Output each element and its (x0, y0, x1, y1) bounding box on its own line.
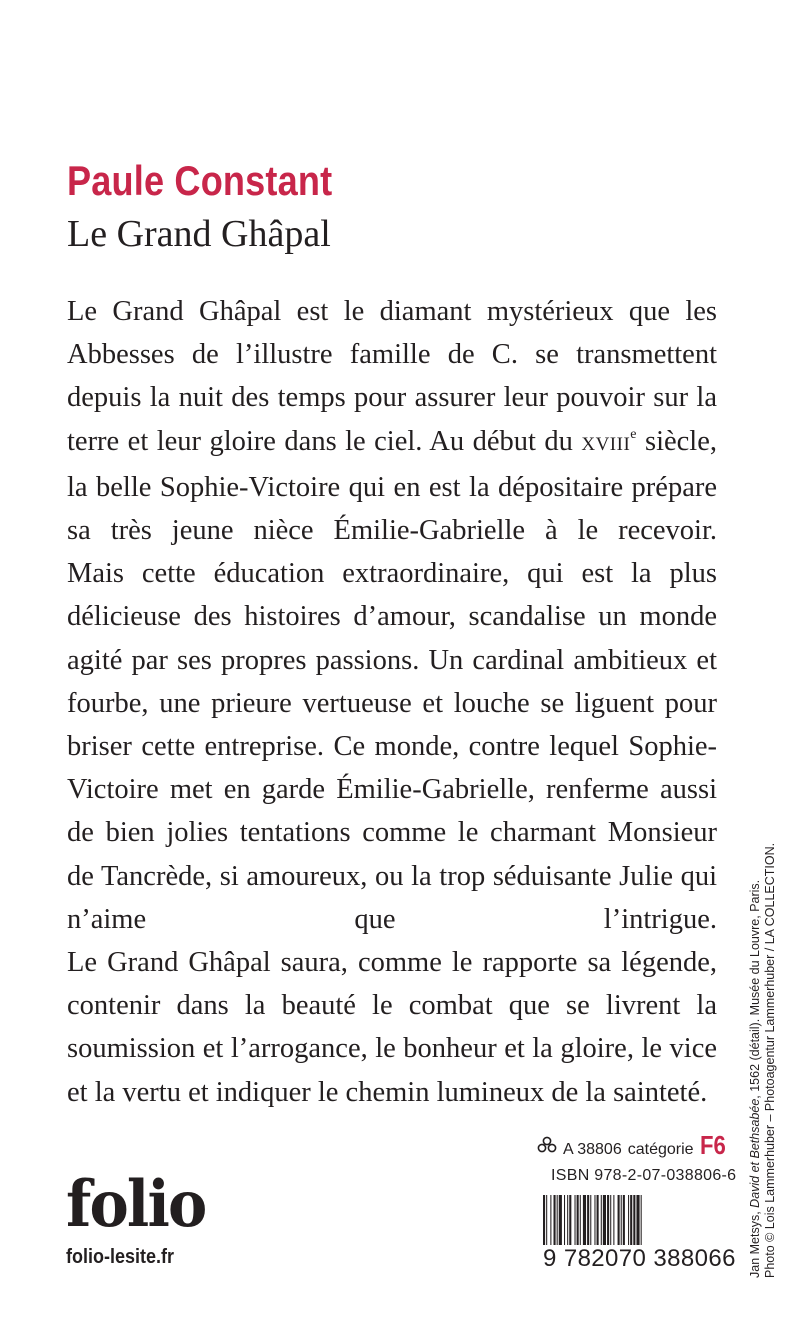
credit-artist: Jan Metsys, (748, 1207, 762, 1278)
blurb-text: Le Grand Ghâpal est le diamant mystérieux que les Abbesses de l’illustre famille de C. se transmettent depuis la nuit des temps pour assurer leur pouvoir sur la terre et leur gloire dans le ciel. Au début du (67, 296, 717, 457)
category-code: F6 (699, 1130, 726, 1160)
blurb-paragraph-3: Le Grand Ghâpal saura, comme le rapporte sa légende, contenir dans la beauté le combat que se livrent la soumission et l’arrogance, le bonheur et la gloire, le vice et la vertu et indiquer le chemin lumineux de la sainteté. (67, 947, 717, 1108)
blurb-paragraph-1 (67, 290, 717, 552)
century-superscript: e (630, 426, 637, 442)
credit-artwork: David et Bethsabée (748, 1098, 762, 1208)
category-label: catégorie (627, 1141, 694, 1158)
credit-details: , 1562 (détail). Musée du Louvre, Paris. (748, 879, 762, 1099)
publisher-website: folio-lesite.fr (66, 1246, 175, 1268)
credit-line-2: Photo © Lois Lammerhuber – Photoagentur Lammerhuber / LA COLLECTION. (763, 842, 777, 1278)
blurb-paragraph-2: Mais cette éducation extraordinaire, qui est la plus délicieuse des histoires d’amour, scandalise un monde agité par ses propres passions. Un cardinal ambitieux et fourbe, une prieure vertueuse et louche se liguent pour briser cette entreprise. Ce monde, contre lequel Sophie-Victoire met en garde Émilie-Gabrielle, renferme aussi de bien jolies tentations comme le charmant Monsieur de Tancrède, si amoureux, ou la trop séduisante Julie qui n’aime que l’intrigue. (67, 558, 717, 935)
author-name: Paule Constant (67, 157, 333, 204)
trefoil-icon (537, 1136, 557, 1159)
blurb-text: siècle, la belle Sophie-Victoire qui en est la dépositaire prépare sa très jeune nièce Émilie-Gabrielle à le recevoir. (67, 425, 717, 547)
isbn: ISBN 978-2-07-038806-6 (551, 1167, 737, 1184)
barcode-digits: 9 782070 388066 (543, 1245, 736, 1272)
catalog-reference: A 38806 (563, 1141, 622, 1158)
catalog-codes (537, 1130, 737, 1185)
credit-line-1 (748, 838, 763, 1278)
folio-logo: folio (66, 1167, 206, 1242)
century-numeral: XVIII (581, 433, 631, 455)
image-credits (748, 838, 778, 1278)
book-title: Le Grand Ghâpal (67, 213, 331, 255)
back-cover-blurb (67, 290, 717, 1114)
